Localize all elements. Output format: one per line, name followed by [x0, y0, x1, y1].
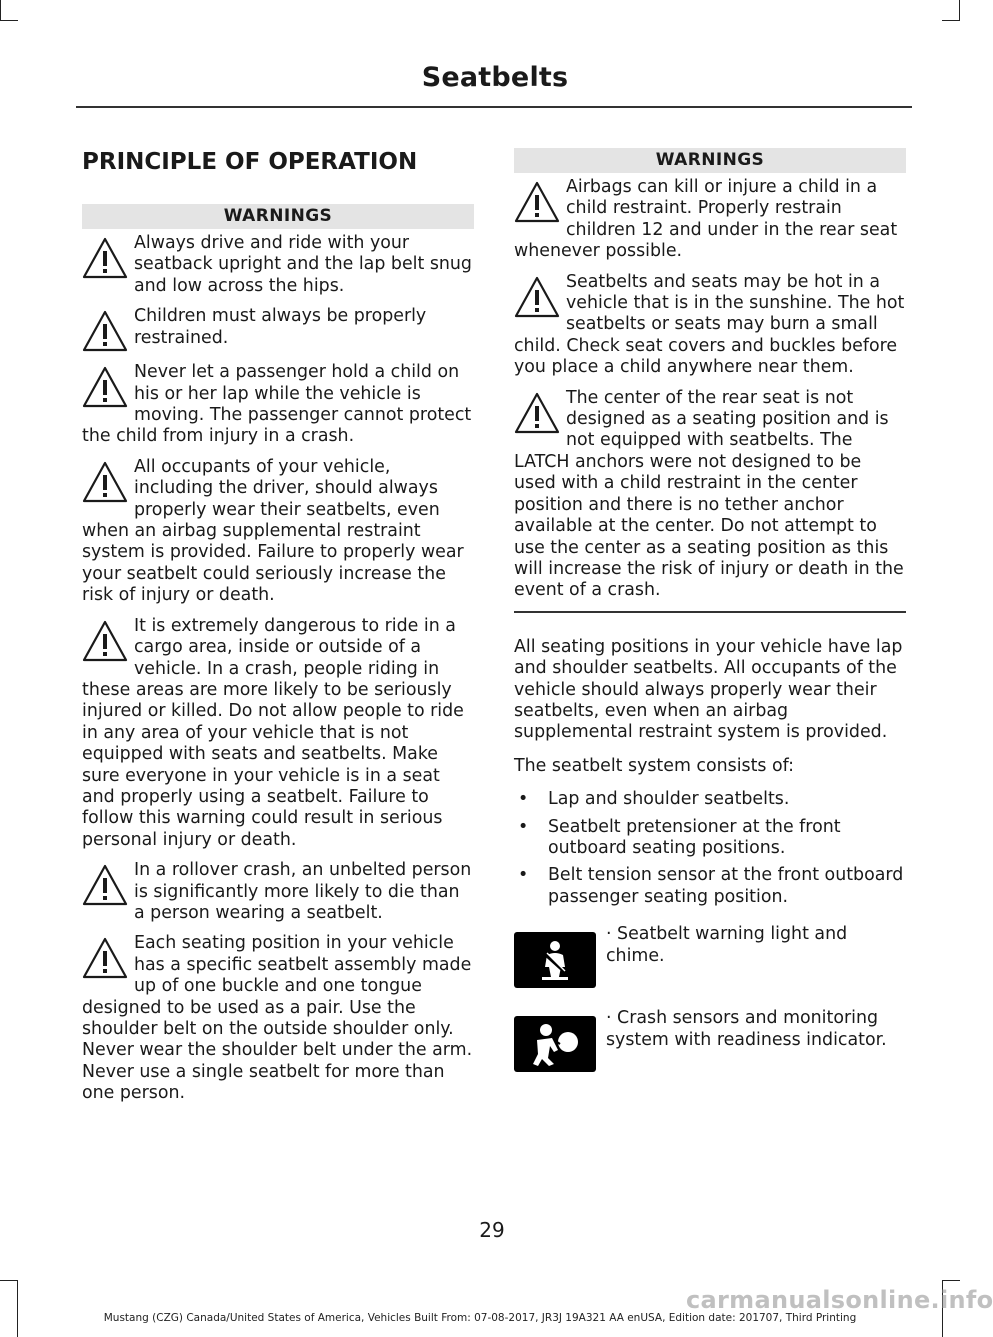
warning-text: Never let a passenger hold a child on his or her lap while the vehicle is moving. The passenger cannot protect the child from injury in a crash. [82, 362, 472, 447]
crop-mark-top-left-vertical [0, 0, 1, 20]
warning-triangle-icon [82, 936, 128, 980]
warning-item [514, 388, 906, 602]
crop-mark-top-right-horizontal [942, 20, 960, 21]
warnings-list [514, 177, 906, 602]
warning-triangle-icon [82, 365, 128, 409]
warning-item [514, 272, 906, 379]
watermark: carmanualsonline.info [686, 1286, 993, 1314]
warning-text: Always drive and ride with your seatback upright and the lap belt snug and low across the hips. [134, 233, 472, 296]
indicator-seatbelt-warning [514, 924, 906, 988]
warnings-end-divider [514, 611, 906, 613]
warning-triangle-icon [514, 275, 560, 319]
warnings-header: WARNINGS [514, 148, 906, 173]
list-item [514, 865, 906, 908]
list-item-text: Belt tension sensor at the front outboard passenger seating position. [548, 865, 904, 907]
crop-mark-bottom-left-vertical [17, 1280, 18, 1337]
header-divider [76, 106, 912, 108]
page-number: 29 [479, 1218, 505, 1242]
body-paragraph: All seating positions in your vehicle have lap and shoulder seatbelts. All occupants of the vehicle should always properly wear their seatbelts, even when an airbag supplemental restraint system is provided. [514, 636, 903, 743]
warning-item [82, 362, 474, 448]
right-column [514, 148, 906, 1092]
section-title: PRINCIPLE OF OPERATION [82, 149, 418, 175]
warning-text: Seatbelts and seats may be hot in a vehicle that is in the sunshine. The hot seatbelts or seats may burn a small child. Check seat covers and buckles before you place a child anywhere near them. [514, 271, 905, 378]
warning-item [82, 933, 474, 1104]
warning-text: Each seating position in your vehicle has a specific seatbelt assembly made up of one buckle and one tongue designed to be used as a pair. Use the shoulder belt on the outside shoulder only. Never wear the shoulder belt under the arm. Never use a single seatbelt for more than one person. [82, 933, 473, 1104]
warning-text: Children must always be properly restrained. [134, 306, 427, 348]
footer-edition-info: Mustang (CZG) Canada/United States of America, Vehicles Built From: 07-08-2017, JR3J 19A321 AA enUSA, Edition date: 201707, Third Printing [103, 1312, 857, 1324]
crop-mark-bottom-left-horizontal [0, 1280, 18, 1281]
left-column [82, 146, 474, 1114]
list-item [514, 789, 906, 810]
warnings-header: WARNINGS [82, 204, 474, 229]
warning-triangle-icon [82, 863, 128, 907]
bullet-symbol: • [518, 816, 529, 837]
crop-mark-top-right-vertical [959, 0, 960, 20]
warning-text: All occupants of your vehicle, including the driver, should always properly wear their seatbelts, even when an airbag supplemental restraint system is provided. Failure to properly wear your seatbelt could seriously increase the risk of injury or death. [82, 456, 464, 606]
warning-item [82, 306, 474, 353]
bullet-symbol: • [518, 865, 529, 886]
page-title: Seatbelts [421, 62, 569, 93]
warning-triangle-icon [514, 391, 560, 435]
warning-text: Airbags can kill or injure a child in a child restraint. Properly restrain children 12 and under in the rear seat whenever possible. [514, 177, 898, 262]
crop-mark-bottom-right-horizontal [942, 1280, 960, 1281]
warning-item [82, 860, 474, 924]
warnings-list [82, 233, 474, 1105]
indicator-airbag-readiness [514, 1008, 906, 1072]
warning-triangle-icon [82, 309, 128, 353]
list-item-text: Seatbelt pretensioner at the front outboard seating positions. [548, 816, 841, 858]
warning-triangle-icon [82, 460, 128, 504]
system-intro: The seatbelt system consists of: [514, 755, 795, 776]
warning-triangle-icon [82, 236, 128, 280]
warning-triangle-icon [514, 180, 560, 224]
list-item-text: Lap and shoulder seatbelts. [548, 789, 790, 810]
indicator-label: · Crash sensors and monitoring system with readiness indicator. [606, 1008, 887, 1050]
bullet-symbol: • [518, 789, 529, 810]
system-components-list [514, 789, 906, 908]
warning-item [82, 457, 474, 607]
warning-text: The center of the rear seat is not designed as a seating position and is not equipped with seatbelts. The LATCH anchors were not designed to be used with a child restraint in the center position and there is no tether anchor available at the center. Do not attempt to use the center as a seating position as this will increase the risk of injury or death in the event of a crash. [514, 387, 904, 601]
warning-text: It is extremely dangerous to ride in a cargo area, inside or outside of a vehicle. In a crash, people riding in these areas are more likely to be seriously injured or killed. Do not allow people to ride in any area of your vehicle that is not equipped with seats and seatbelts. Make sure everyone in your vehicle is in a seat and properly using a seatbelt. Failure to follow this warning could result in serious personal injury or death. [82, 615, 464, 850]
airbag-readiness-icon [514, 1016, 596, 1072]
crop-mark-top-left-horizontal [0, 20, 18, 21]
warning-item [82, 233, 474, 297]
warning-item [514, 177, 906, 263]
warning-text: In a rollover crash, an unbelted person is significantly more likely to die than a person wearing a seatbelt. [134, 860, 472, 923]
list-item [514, 817, 906, 860]
warning-item [82, 616, 474, 851]
indicator-label: · Seatbelt warning light and chime. [606, 924, 848, 966]
warning-triangle-icon [82, 619, 128, 663]
seatbelt-warning-icon [514, 932, 596, 988]
